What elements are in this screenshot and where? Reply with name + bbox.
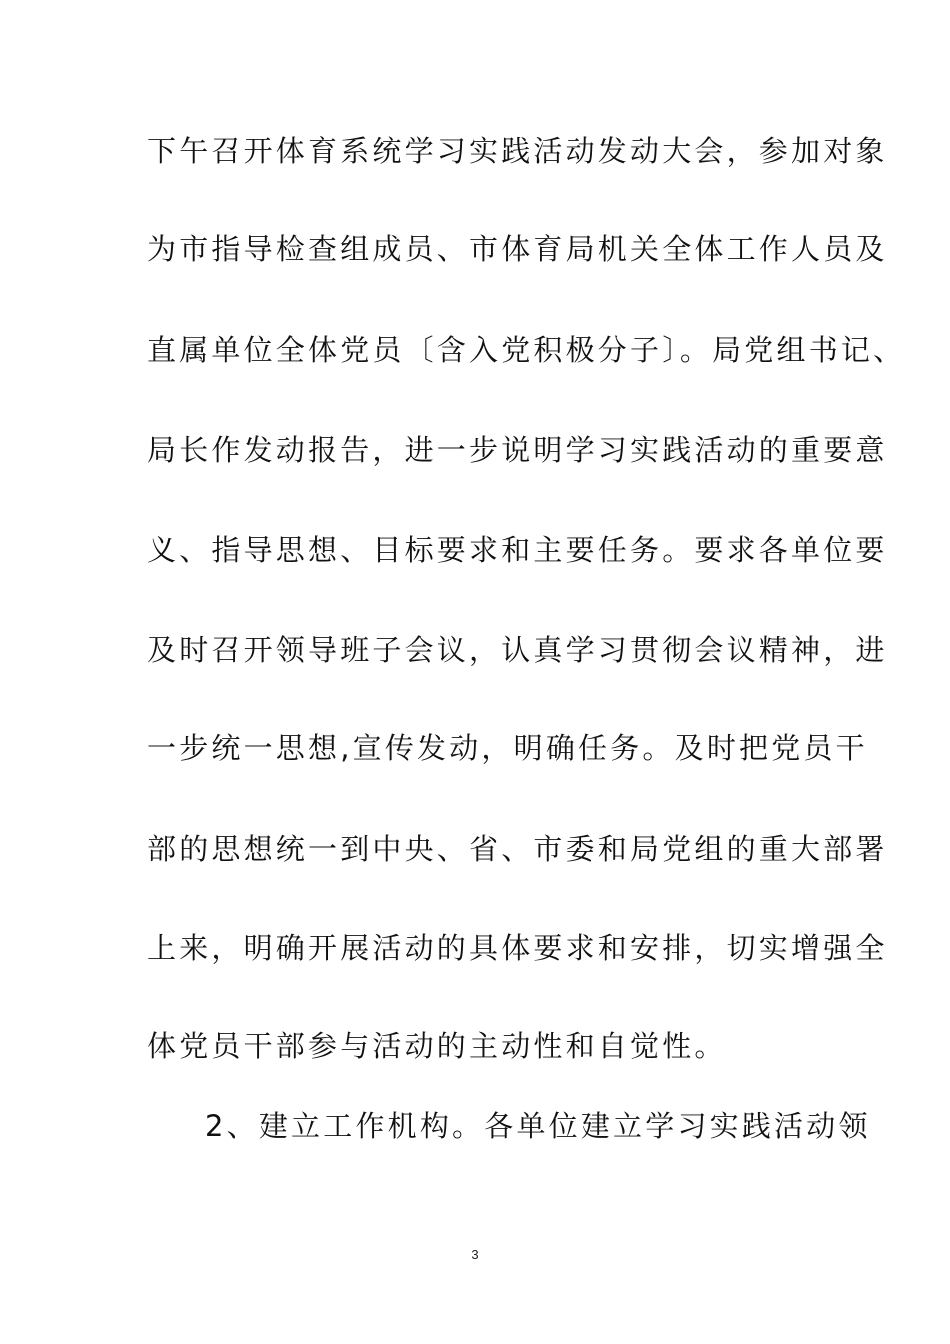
paragraph-line-7: 一步统一思想,宣传发动，明确任务。及时把党员干 bbox=[147, 731, 868, 765]
paragraph-line-2: 为市指导检查组成员、市体育局机关全体工作人员及 bbox=[147, 232, 888, 266]
paragraph-line-1: 下午召开体育系统学习实践活动发动大会，参加对象 bbox=[147, 134, 888, 168]
paragraph-line-8: 部的思想统一到中央、省、市委和局党组的重大部署 bbox=[147, 832, 888, 866]
paragraph-line-11: 2、建立工作机构。各单位建立学习实践活动领 bbox=[205, 1109, 871, 1143]
page-number: 3 bbox=[471, 1247, 479, 1262]
paragraph-line-9: 上来，明确开展活动的具体要求和安排，切实增强全 bbox=[147, 931, 888, 965]
paragraph-line-3: 直属单位全体党员〔含入党积极分子〕。局党组书记、 bbox=[147, 333, 906, 367]
paragraph-line-5: 义、指导思想、目标要求和主要任务。要求各单位要 bbox=[147, 533, 888, 567]
paragraph-line-10: 体党员干部参与活动的主动性和自觉性。 bbox=[147, 1029, 727, 1063]
paragraph-line-6: 及时召开领导班子会议，认真学习贯彻会议精神，进 bbox=[147, 633, 888, 667]
paragraph-line-4: 局长作发动报告，进一步说明学习实践活动的重要意 bbox=[147, 433, 888, 467]
